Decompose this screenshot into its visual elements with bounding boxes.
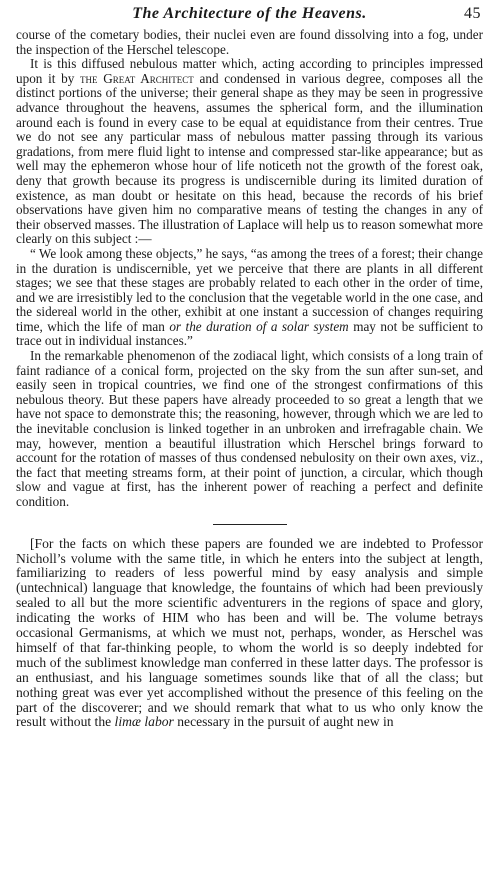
great-architect-smallcaps: the Great Architect [80, 70, 194, 86]
footnote-text: necessary in the pursuit of aught new in [173, 714, 394, 730]
running-header [16, 0, 483, 28]
footnote-paragraph [16, 537, 483, 731]
paragraph-text: In the remarkable phenomenon of the zodiacal light, which consists of a long train of faint radiance of a conical form, projected on the sky from the sun after sun-set, and easily seen in tropical countries, we find one of the strongest confirmations of this nebulous theory. But these papers have already proceeded to so great a length that we have not space to demonstrate this; the reasoning, however, through which we are led to the inevitable conclusion is linked together in an unbroken and irrefragable chain. We may, however, mention a beautiful illustration which Herschel brings forward to account for the rotation of masses of thus condensed nebulosity on their own axes, viz., the fact that meeting streams form, at their point of junction, a circular, which though slow and vague at first, has the inherent power of reaching a perfect and definite condition. [16, 348, 483, 509]
footnote-text: [For the facts on which these papers are founded we are indebted to Professor Nicholl’s volume with the same title, in which he enters into the subject at length, familiarizing to readers of less powerful mind by easy analysis and simple (untechnical) language that knowledge, the fountains of which had been previously sealed to all but the more scientific adventurers in the regions of space and glory, indicating the works of HIM who has been and will be. The volume betrays occasional Germanisms, at which we must not, perhaps, wonder, as Herschel was himself of that far-thinking people, to whom the world is so deeply indebted for much of the sublimest knowledge man conferred in these latter days. The professor is an enthusiast, and his language sometimes sounds like that of all the class; but nothing great was ever yet accomplished without the presence of this feeling on the part of the discoverer; and we should remark that what to us who only know the result without the [16, 535, 483, 730]
paragraph-text: and condensed in various degree, composes all the distinct portions of the universe; their general shape as they may be seen in progressive advance throughout the heavens, assumes the spherical form, and the illumination around each is found in every case to be equal at equidistance from their centres. True we do not see any particular mass of nebulous matter passing through its various gradations, from mere fluid light to intense and compressed star-like appearance; but as well may the ephemeron whose hour of life noticeth not the growth of the forest oak, deny that growth because its progress is undiscernible during its limited duration of existence, as man doubt or hesitate on this head, because the records of his brief observations have given him no comparative means of testing the changes in any of their observed masses. The illustration of Laplace will help us to reason somewhat more clearly on this subject :— [16, 70, 484, 247]
paragraph-text: “ We look among these objects,” he says, “as among the trees of a forest; their change in the duration is undiscernible, yet we perceive that there are plants in all different stages; we see that these stages are probably related to each other in the order of time, and we are irresistibly led to the conclusion that the vegetable world in the one case, and the sidereal world in the other, exhibit at one instant a succession of changes requiring time, which the life of man [16, 245, 483, 334]
paragraph-nebulous-matter [16, 57, 483, 247]
main-text [16, 28, 483, 510]
paragraph-continuation [16, 28, 483, 57]
italic-phrase: or the duration of a solar system [169, 318, 349, 334]
footnote-divider [213, 524, 287, 525]
paragraph-text: may not be sufficient to trace out in individual instances.” [16, 318, 484, 349]
paragraph-text: It is this diffused nebulous matter which, acting according to principles impressed upon it by [16, 56, 483, 86]
page-number: 45 [464, 5, 481, 22]
paragraph-text: course of the cometary bodies, their nuclei even are found dissolving into a fog, under the inspection of the Herschel telescope. [16, 27, 483, 57]
footnote [16, 537, 483, 731]
running-title: The Architecture of the Heavens. [132, 5, 367, 22]
paragraph-laplace-quote [16, 247, 483, 349]
italic-phrase: limæ labor [114, 714, 174, 730]
paragraph-zodiacal-light [16, 349, 483, 510]
